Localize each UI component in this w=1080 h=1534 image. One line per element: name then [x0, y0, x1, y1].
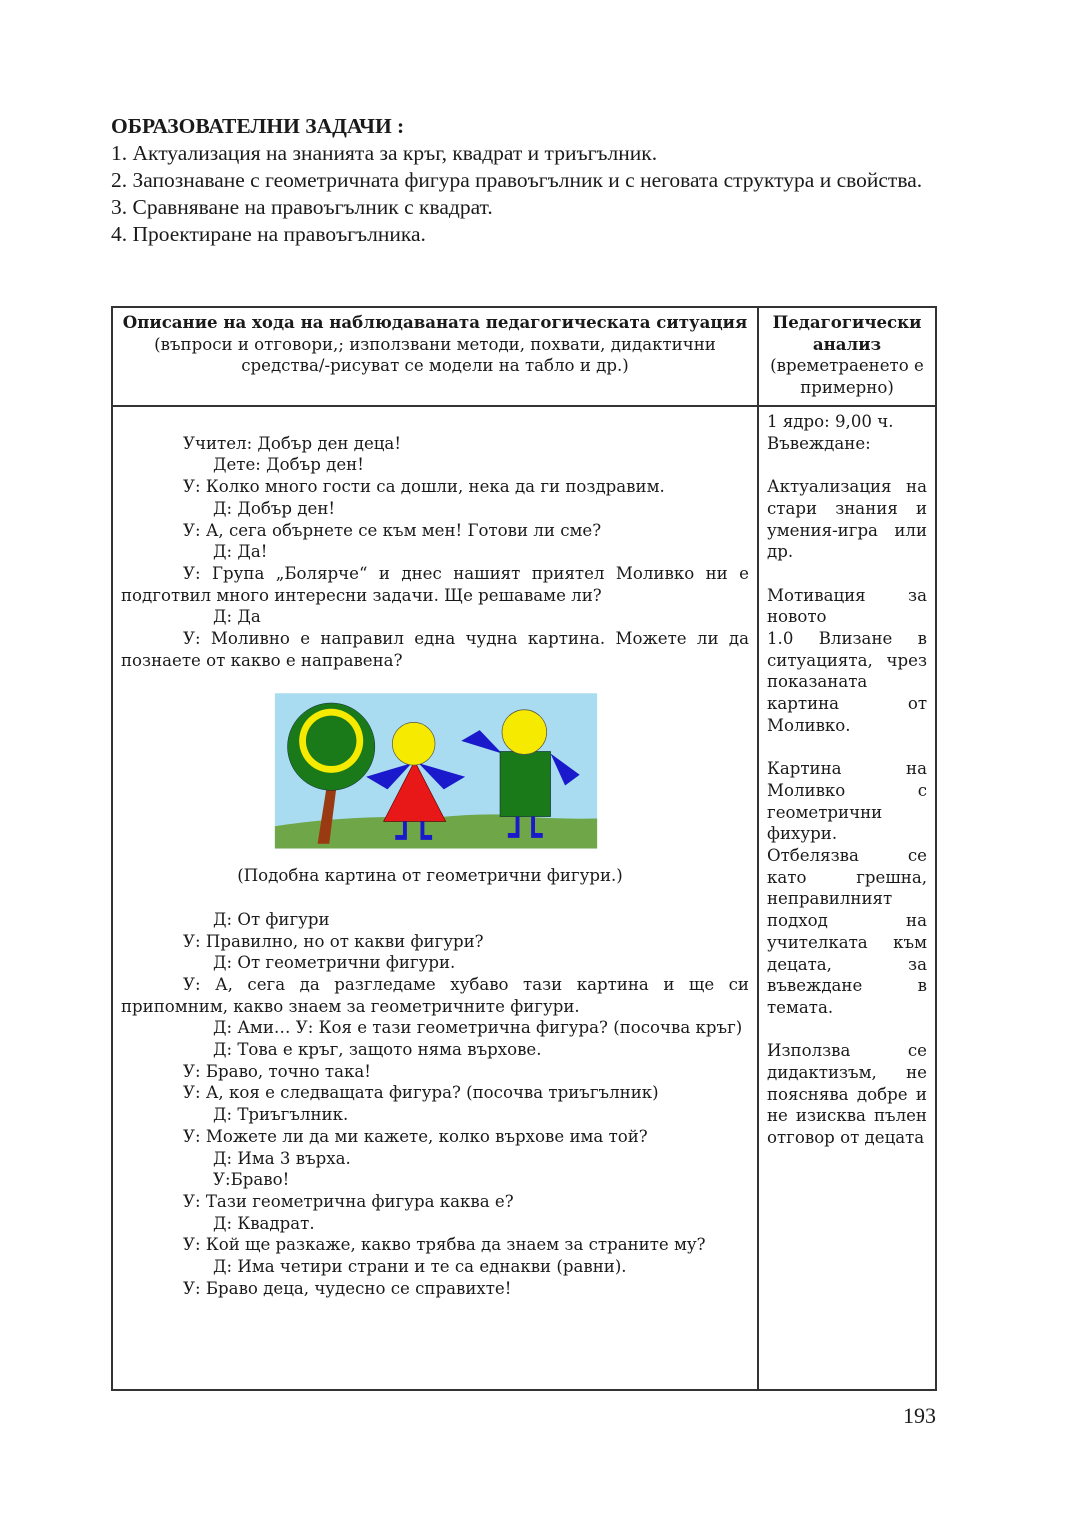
teacher-line: У: Колко много гости са дошли, нека да ги поздравим. — [183, 477, 665, 497]
child-line: Д: Това е кръг, защото няма върхове. — [213, 1040, 542, 1060]
child-line: Дете: Добър ден! — [213, 455, 364, 475]
child-line: Д: Триъгълник. — [213, 1105, 349, 1125]
child-line: Д: Има 3 върха. — [213, 1148, 351, 1168]
objective-item: 4. Проектиране на правоъгълника. — [111, 222, 426, 246]
analysis-cell — [758, 406, 936, 1390]
educational-objectives — [111, 113, 937, 248]
table-body-row — [112, 406, 936, 1390]
header-analysis — [758, 307, 936, 406]
table-header-row — [112, 307, 936, 406]
header-analysis-title: Педагогически анализ — [772, 312, 922, 354]
teacher-line: У: А, коя е следващата фигура? (посочва триъгълник) — [183, 1083, 659, 1103]
dialogue-after — [121, 909, 749, 1300]
teacher-line: У: Правилно, но от какви фигури? — [183, 931, 484, 951]
header-description-title: Описание на хода на наблюдаваната педагогическата ситуация — [122, 312, 748, 332]
analysis-actualization: Актуализация на стари знания и умения-игра или др. — [767, 477, 927, 562]
teacher-line: У: Браво деца, чудесно се справихте! — [183, 1278, 512, 1298]
child-line: Д: Да! — [213, 542, 268, 562]
tree-inner-circle — [306, 716, 356, 766]
teacher-line: У: А, сега обърнете се към мен! Готови ли сме? — [183, 520, 602, 540]
analysis-error-note: Отбелязва се като грешна, неправилният подход на учителката към децата, за въвеждане в темата. — [767, 846, 927, 1017]
teacher-line: У: А, сега да разгледаме хубаво тази картина и ще си припомним, какво знаем за геометричните фигури. — [121, 974, 749, 1016]
boy-body-rectangle — [500, 752, 550, 817]
analysis-entering: 1.0 Влизане в ситуацията, чрез показаната картина от Моливко. — [767, 629, 927, 735]
child-line: Д: От фигури — [213, 909, 330, 929]
child-line: Д: Квадрат. — [213, 1213, 315, 1233]
objectives-heading: ОБРАЗОВАТЕЛНИ ЗАДАЧИ : — [111, 114, 405, 138]
child-line: У:Браво! — [213, 1170, 290, 1190]
teacher-line: У: Група „Болярче“ и днес нашият приятел Моливко ни е подготвил много интересни задачи. Ще решаваме ли? — [121, 563, 749, 605]
child-line: Д: Да — [213, 607, 261, 627]
geometric-figures-picture — [271, 685, 601, 851]
child-line: Д: Ами… У: Коя е тази геометрична фигура? (посочва кръг) — [213, 1018, 743, 1038]
page-number: 193 — [903, 1403, 936, 1428]
picture-caption: (Подобна картина от геометрични фигури.) — [237, 866, 623, 886]
teacher-line: Учител: Добър ден деца! — [183, 433, 401, 453]
teacher-line: У: Можете ли да ми кажете, колко върхове има той? — [183, 1126, 648, 1146]
header-description-subtitle: (въпроси и отговори,; използвани методи, похвати, дидактични средства/-рисуват се модели на табло и др.) — [154, 334, 716, 376]
child-line: Д: Има четири страни и те са еднакви (равни). — [213, 1257, 627, 1277]
teacher-line: У: Тази геометрична фигура каква е? — [183, 1191, 514, 1211]
girl-head-circle — [392, 723, 435, 766]
analysis-time: 1 ядро: 9,00 ч. — [767, 412, 894, 431]
objective-item: 2. Запознаване с геометричната фигура правоъгълник и с неговата структура и свойства. — [111, 168, 923, 192]
objective-item: 3. Сравняване на правоъгълник с квадрат. — [111, 195, 493, 219]
child-line: Д: Добър ден! — [213, 498, 336, 518]
analysis-picture-note: Картина на Моливко с геометрични фихури. — [767, 759, 927, 844]
analysis-didacticism: Използва се дидактизъм, не пояснява добре и не изисква пълен отговор от децата — [767, 1041, 927, 1148]
teacher-line: У: Браво, точно така! — [183, 1061, 371, 1081]
teacher-line: У: Моливно е направил една чудна картина. Можете ли да познаете от какво е направена? — [121, 629, 749, 670]
dialogue-before — [121, 433, 749, 672]
analysis-intro: Въвеждане: — [767, 433, 871, 453]
analysis-motivation: Мотивация за новото — [767, 585, 927, 627]
lesson-table — [111, 306, 937, 1391]
boy-head-circle — [502, 710, 547, 755]
dialogue-cell — [112, 406, 758, 1390]
teacher-line: У: Кой ще разкаже, какво трябва да знаем за страните му? — [183, 1235, 706, 1255]
header-analysis-subtitle: (времетраенето е примерно) — [770, 356, 924, 398]
objective-item: 1. Актуализация на знанията за кръг, квадрат и триъгълник. — [111, 141, 658, 165]
child-line: Д: От геометрични фигури. — [213, 953, 456, 973]
header-description — [112, 307, 758, 406]
